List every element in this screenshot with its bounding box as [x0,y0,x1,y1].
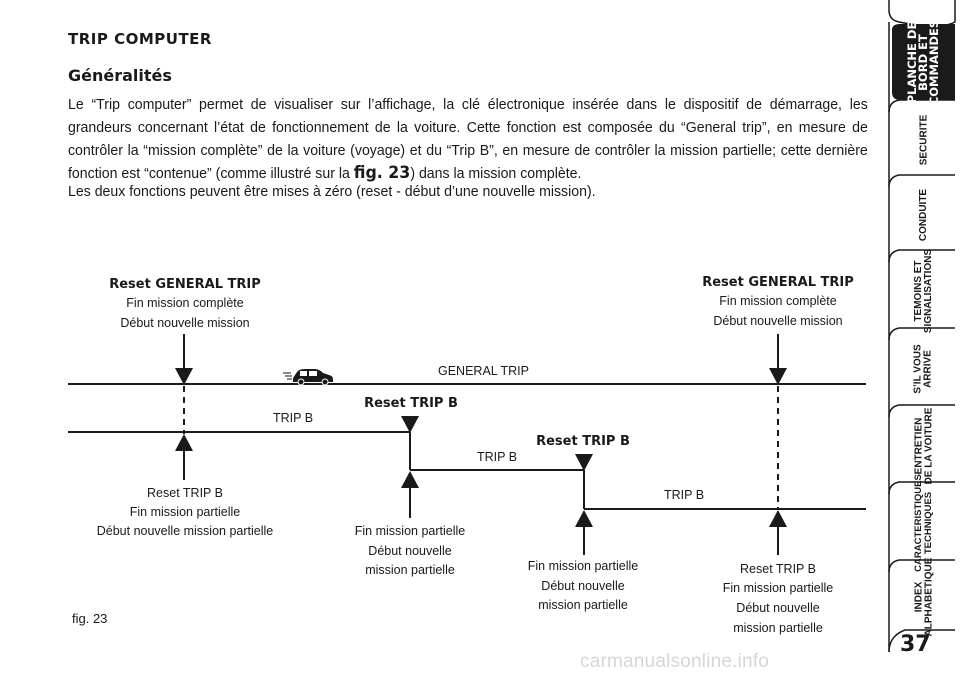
section-sidebar [888,0,960,677]
debut-nouvelle-mid2: Début nouvelle [541,579,625,593]
tab-caracteristiques[interactable] [888,474,960,572]
tab-temoins[interactable] [888,248,960,334]
fin-mission-partielle-mid1: Fin mission partielle [354,524,466,538]
arrow-down-left-general [175,368,193,385]
tab-entretien-label: ENTRETIEN DE LA VOITURE [913,407,935,484]
tab-securite-label: SECURITE [918,114,929,165]
tab-entretien[interactable] [888,407,960,484]
mission-partielle-mid1: mission partielle [365,563,455,577]
tab-sil-vous-arrive[interactable] [888,330,960,407]
arrow-down-right-general [769,368,787,385]
debut-nouvelle-mission-partielle-left: Début nouvelle mission partielle [96,524,274,538]
tab-conduite-label: CONDUITE [917,188,929,241]
intro-paragraph: Le “Trip computer” permet de visualiser sur l’affichage, la clé électronique insérée dans le dispositif de démarrage, les grandeurs concernant l’état de fonctionnement de la voiture. Cette fonction est composée du “General trip”, en mesure de contrôler la “mission complète” de la voiture (voyage) et du “Trip B”, en mesure de contrôler la mission partielle; cette dernière fonction est “contenue” (comme illustré sur la fig. 23) dans la mission complète. [68,96,868,183]
reset-general-trip-right: Reset GENERAL TRIP [702,275,854,290]
reset-paragraph: Les deux fonctions peuvent être mises à zéro (reset - début d’une nouvelle mission). [68,183,596,200]
mission-partielle-right: mission partielle [733,621,823,635]
fin-mission-partielle-right: Fin mission partielle [722,581,834,595]
tab-index[interactable] [888,557,960,637]
tab-conduite[interactable] [888,177,960,252]
car-icon [283,369,333,385]
mission-partielle-mid2: mission partielle [538,598,628,612]
arrow-up-left [175,434,193,451]
reset-trip-b-label-2: Reset TRIP B [536,434,630,449]
arrow-up-trip-b-2 [575,510,593,527]
debut-nouvelle-mid1: Début nouvelle [368,544,452,558]
figure-reference: fig. 23 [353,163,411,183]
arrow-up-right [769,510,787,527]
section-subtitle: Généralités [68,66,172,85]
fin-mission-partielle-mid2: Fin mission partielle [527,559,639,573]
arrow-down-trip-b-1 [401,416,419,433]
figure-caption: fig. 23 [72,611,108,626]
arrow-up-trip-b-1 [401,471,419,488]
tab-caracteristiques-label: CARACTERISTIQUES TECHNIQUES [913,474,934,572]
watermark: carmanualsonline.info [580,651,770,672]
fin-mission-complete-left: Fin mission complète [126,296,244,310]
tab-planche-de-bord[interactable] [888,19,960,105]
general-trip-label: GENERAL TRIP [438,364,529,378]
reset-trip-b-bottom-right: Reset TRIP B [740,562,816,576]
tab-temoins-label: TEMOINS ET SIGNALISATIONS [913,248,935,334]
main-title: TRIP COMPUTER [68,30,212,48]
trip-b-label-1: TRIP B [273,411,314,425]
trip-b-label-2: TRIP B [477,450,518,464]
reset-trip-b-bottom-left: Reset TRIP B [147,486,223,500]
fin-mission-partielle-left: Fin mission partielle [129,505,241,519]
debut-nouvelle-mission-right: Début nouvelle mission [713,314,843,328]
tab-index-label: INDEX ALPHABETIQUE [913,557,934,637]
page-number: 37 [900,632,931,657]
reset-general-trip-left: Reset GENERAL TRIP [109,277,261,292]
reset-trip-b-label-1: Reset TRIP B [364,396,458,411]
arrow-down-trip-b-2 [575,454,593,471]
fin-mission-complete-right: Fin mission complète [719,294,837,308]
tab-securite[interactable] [888,102,960,177]
debut-nouvelle-mission-left: Début nouvelle mission [120,316,250,330]
trip-b-label-3: TRIP B [664,488,705,502]
tab-planche-de-bord-label: PLANCHE DE BORD ET COMMANDES [905,19,942,105]
tab-sil-vous-arrive-label: S’IL VOUS ARRIVE [913,343,934,394]
debut-nouvelle-right: Début nouvelle [736,601,820,615]
